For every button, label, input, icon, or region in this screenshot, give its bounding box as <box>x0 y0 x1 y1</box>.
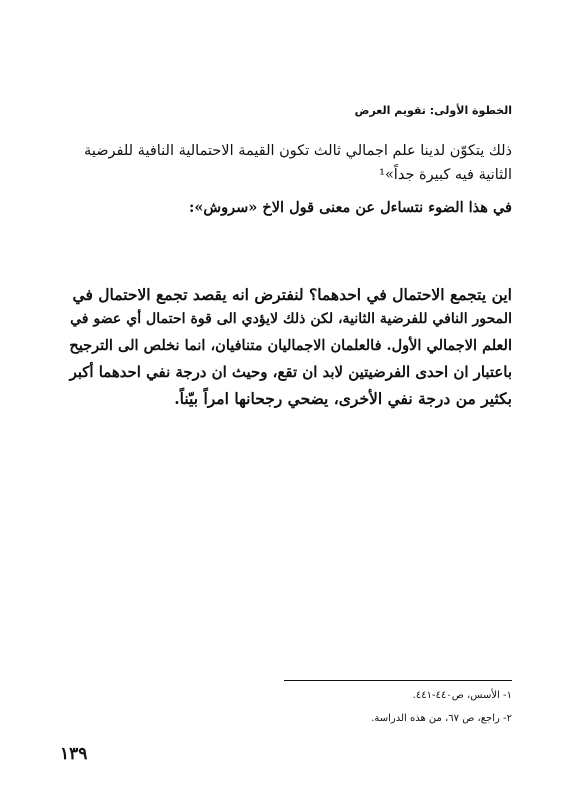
block-quote <box>60 230 512 274</box>
footnote-divider <box>284 680 512 681</box>
paragraph-2 <box>60 199 512 221</box>
paragraph-line: اين يتجمع الاحتمال في احدهما؟ لنفترض انه يقصد تجمع الاحتمال في <box>72 285 512 304</box>
running-header: الخطوة الأولى: تقويم العرض <box>354 104 512 117</box>
paragraph-line: الثانية فيه كبيرة جداً»¹ <box>379 167 512 183</box>
paragraph-line: ذلك يتكوّن لدينا علم اجمالي ثالث تكون القيمة الاحتمالية النافية للفرضية <box>84 143 512 159</box>
paragraph-line: العلم الاجمالي الأول. فالعلمان الاجماليان متنافيان، انما نخلص الى الترجيح <box>69 337 512 354</box>
paragraph-3 <box>60 285 512 415</box>
paragraph-line: بكثير من درجة نفي الأخرى، يضحي رجحانها امراً بيّناً. <box>174 389 512 408</box>
footnote-1: ١- الأسس، ص٤٤٠-٤٤١. <box>412 690 512 701</box>
paragraph-line: باعتبار ان احدى الفرضيتين لابد ان تقع، وحيث ان درجة نفي احدهما أكبر <box>69 363 512 381</box>
paragraph-line: المحور النافي للفرضية الثانية، لكن ذلك لايؤدي الى قوة احتمال أي عضو في <box>70 311 512 327</box>
footnote-2: ٢- راجع، ص ٦٧، من هذه الدراسة. <box>371 713 512 724</box>
paragraph-1 <box>60 143 512 187</box>
paragraph-line: في هذا الضوء نتساءل عن معنى قول الاخ «سروش»: <box>189 199 512 216</box>
page-number: ١٣٩ <box>60 744 88 764</box>
